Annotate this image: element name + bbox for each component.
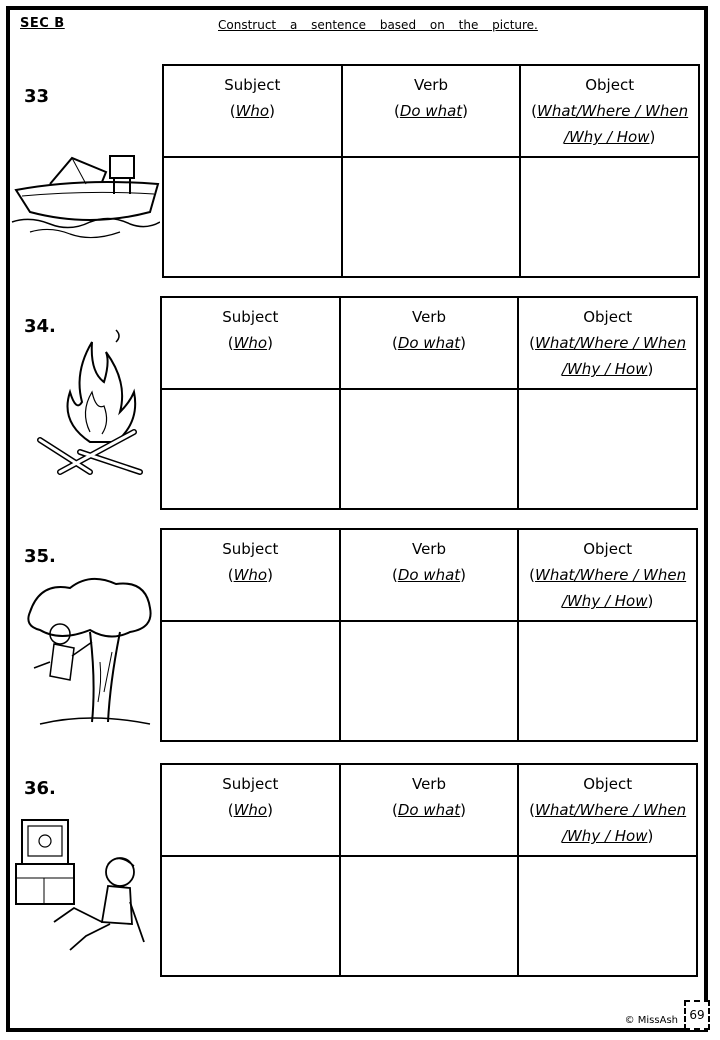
subject-header: Subject (Who) bbox=[163, 65, 342, 157]
verb-answer-cell[interactable] bbox=[340, 389, 519, 509]
section-label: SEC B bbox=[20, 16, 65, 31]
copyright-text: © MissAsh bbox=[624, 1015, 678, 1026]
verb-answer-cell[interactable] bbox=[342, 157, 521, 277]
question-number: 33 bbox=[24, 86, 50, 107]
object-header: Object (What/Where / When /Why / How) bbox=[520, 65, 699, 157]
subject-answer-cell[interactable] bbox=[163, 157, 342, 277]
object-answer-cell[interactable] bbox=[520, 157, 699, 277]
verb-header: Verb (Do what) bbox=[342, 65, 521, 157]
answer-table bbox=[160, 528, 698, 742]
object-header: Object (What/Where / When /Why / How) bbox=[518, 297, 697, 389]
verb-header: Verb (Do what) bbox=[340, 764, 519, 856]
subject-answer-cell[interactable] bbox=[161, 621, 340, 741]
question-number: 36. bbox=[24, 778, 56, 799]
campfire-icon bbox=[30, 322, 150, 482]
subject-header: Subject (Who) bbox=[161, 764, 340, 856]
subject-header: Subject (Who) bbox=[161, 297, 340, 389]
verb-header: Verb (Do what) bbox=[340, 529, 519, 621]
subject-header: Subject (Who) bbox=[161, 529, 340, 621]
question-number: 34. bbox=[24, 316, 56, 337]
object-header: Object (What/Where / When /Why / How) bbox=[518, 529, 697, 621]
subject-answer-cell[interactable] bbox=[161, 856, 340, 976]
object-answer-cell[interactable] bbox=[518, 621, 697, 741]
object-header: Object (What/Where / When /Why / How) bbox=[518, 764, 697, 856]
object-answer-cell[interactable] bbox=[518, 856, 697, 976]
boy-climbing-tree-icon bbox=[20, 572, 155, 732]
subject-answer-cell[interactable] bbox=[161, 389, 340, 509]
answer-table bbox=[160, 763, 698, 977]
verb-answer-cell[interactable] bbox=[340, 856, 519, 976]
boy-falling-near-tv-icon bbox=[14, 812, 154, 962]
answer-table bbox=[160, 296, 698, 510]
answer-table bbox=[162, 64, 700, 278]
question-number: 35. bbox=[24, 546, 56, 567]
boat-icon bbox=[10, 150, 160, 245]
verb-header: Verb (Do what) bbox=[340, 297, 519, 389]
instruction-text: Construct a sentence based on the picture. bbox=[218, 18, 538, 32]
page-number: 69 bbox=[684, 1000, 710, 1030]
object-answer-cell[interactable] bbox=[518, 389, 697, 509]
verb-answer-cell[interactable] bbox=[340, 621, 519, 741]
